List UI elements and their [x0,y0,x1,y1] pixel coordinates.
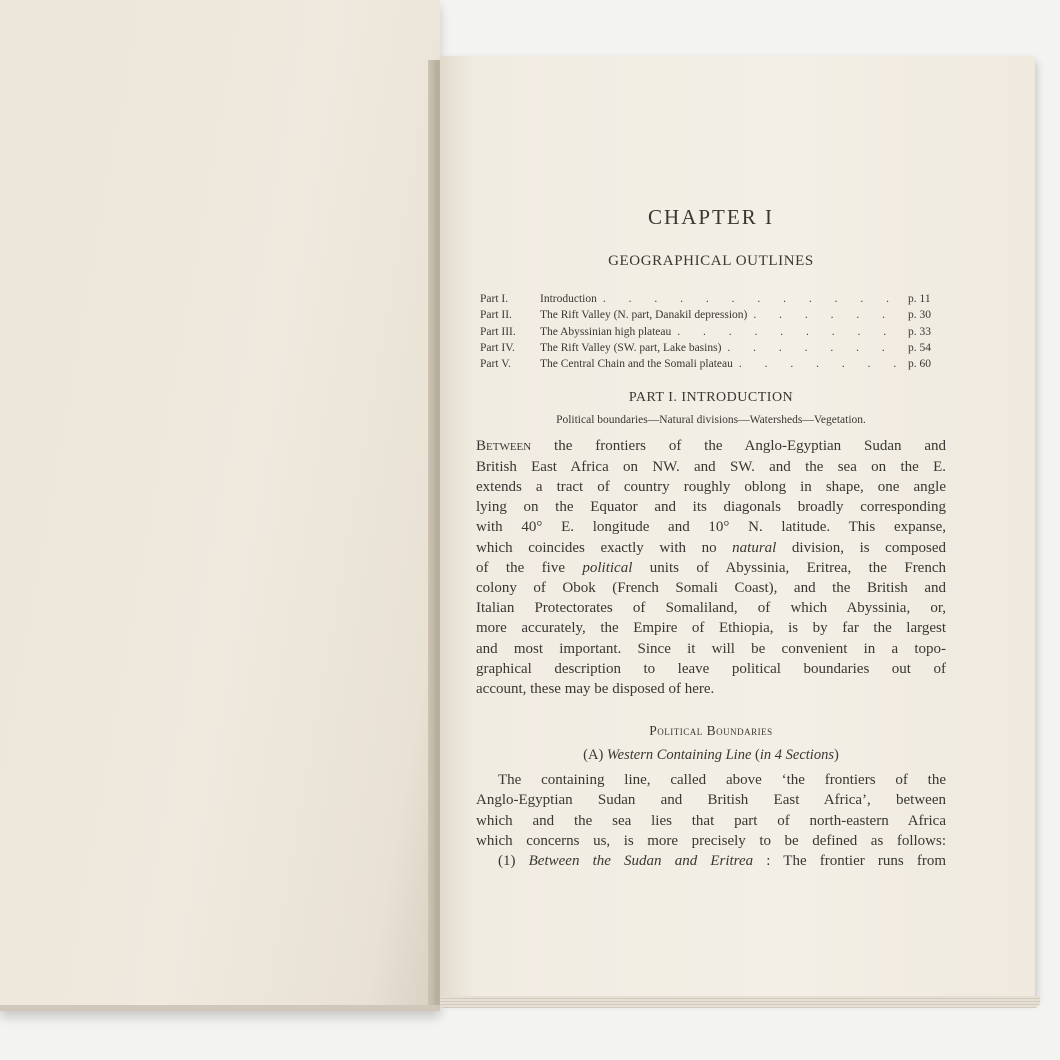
subsection-text: ( [751,747,760,764]
toc-title: The Rift Valley (SW. part, Lake basins) [540,341,722,354]
chapter-subtitle: GEOGRAPHICAL OUTLINES [608,253,814,269]
paragraph-line: and most important. Since it will be convenient in a topo- [476,640,946,657]
line-text: of the five [476,559,583,576]
toc-title: The Abyssinian high plateau [540,325,672,338]
paragraph-line: Anglo-Egyptian Sudan and British East Africa’, between [476,792,946,809]
toc-part: Part V. [480,358,511,371]
part-topics: Political boundaries—Natural divisions—Watersheds—Vegetation. [556,414,866,427]
toc-part: Part IV. [480,341,515,354]
toc-part: Part II. [480,309,512,322]
paragraph-line: Italian Protectorates of Somaliland, of which Abyssinia, or, [476,600,946,617]
page-edges [440,996,1040,1008]
toc-title: The Rift Valley (N. part, Danakil depression) [540,309,748,322]
subsection-note: in 4 Sections [759,747,834,764]
line-text: (1) [498,852,529,869]
toc-leader [739,356,902,372]
paragraph-line: The containing line, called above ‘the frontiers of the [498,772,946,789]
paragraph-line [476,851,946,871]
toc-part: Part III. [480,325,516,338]
toc-part: Part I. [480,293,509,305]
chapter-title: CHAPTER I [648,205,774,229]
toc-page: p. 54 [908,341,931,354]
paragraph-line: with 40° E. longitude and 10° N. latitude. This expanse, [476,519,946,536]
subsection-prefix: (A) [583,747,607,764]
line-text: which coincides exactly with no [476,539,733,556]
subsection-text: ) [833,747,839,764]
paragraph-line [476,558,946,578]
paragraph-line: more accurately, the Empire of Ethiopia, is by far the largest [476,620,946,637]
toc-page: p. 11 [908,293,931,305]
table-of-contents [480,291,946,372]
toc-title: Introduction [540,293,597,305]
toc-page: p. 30 [908,309,931,322]
line-text: units of Abyssinia, Eritrea, the French [632,559,947,576]
toc-leader [603,291,902,307]
toc-row [480,324,946,340]
subsection-heading [476,747,946,764]
toc-page: p. 60 [908,358,931,371]
paragraph-line: colony of Obok (French Somali Coast), and the British and [476,579,946,596]
line-text: the frontiers of the Anglo-Egyptian Sudan and [531,438,946,455]
toc-page: p. 33 [908,325,931,338]
toc-leader [727,340,902,356]
toc-row [480,340,946,356]
part-heading: PART I. INTRODUCTION [628,390,794,406]
toc-leader [753,307,902,323]
paragraph-line: British East Africa on NW. and SW. and the sea on the E. [476,458,946,475]
paragraph-line: account, these may be disposed of here. [476,680,715,697]
toc-row [480,356,946,372]
toc-leader [677,324,902,340]
italic-word: political [582,559,633,576]
italic-phrase: Between the Sudan and Eritrea [528,852,754,869]
toc-row [480,307,946,323]
section-heading: Political Boundaries [649,723,773,739]
line-text: : The frontier runs from [753,852,946,869]
page-text [476,205,946,871]
toc-title: The Central Chain and the Somali plateau [540,358,733,371]
subsection-title: Western Containing Line [606,747,752,764]
paragraph-line: which concerns us, is more precisely to be defined as follows: [476,832,946,849]
paragraph-line: lying on the Equator and its diagonals broadly corresponding [476,499,946,516]
italic-word: natural [732,539,777,556]
intro-paragraph [476,436,946,699]
paragraph-line: extends a tract of country roughly oblong in shape, one angle [476,478,946,495]
boundary-paragraph [476,770,946,871]
lead-word: Between [476,438,532,455]
paragraph-line [476,436,946,456]
left-page [0,0,440,1011]
toc-row [480,291,946,307]
paragraph-line [476,538,946,558]
paragraph-line: which and the sea lies that part of north-eastern Africa [476,812,946,829]
paragraph-line: graphical description to leave political boundaries out of [476,660,946,677]
line-text: division, is composed [776,539,947,556]
